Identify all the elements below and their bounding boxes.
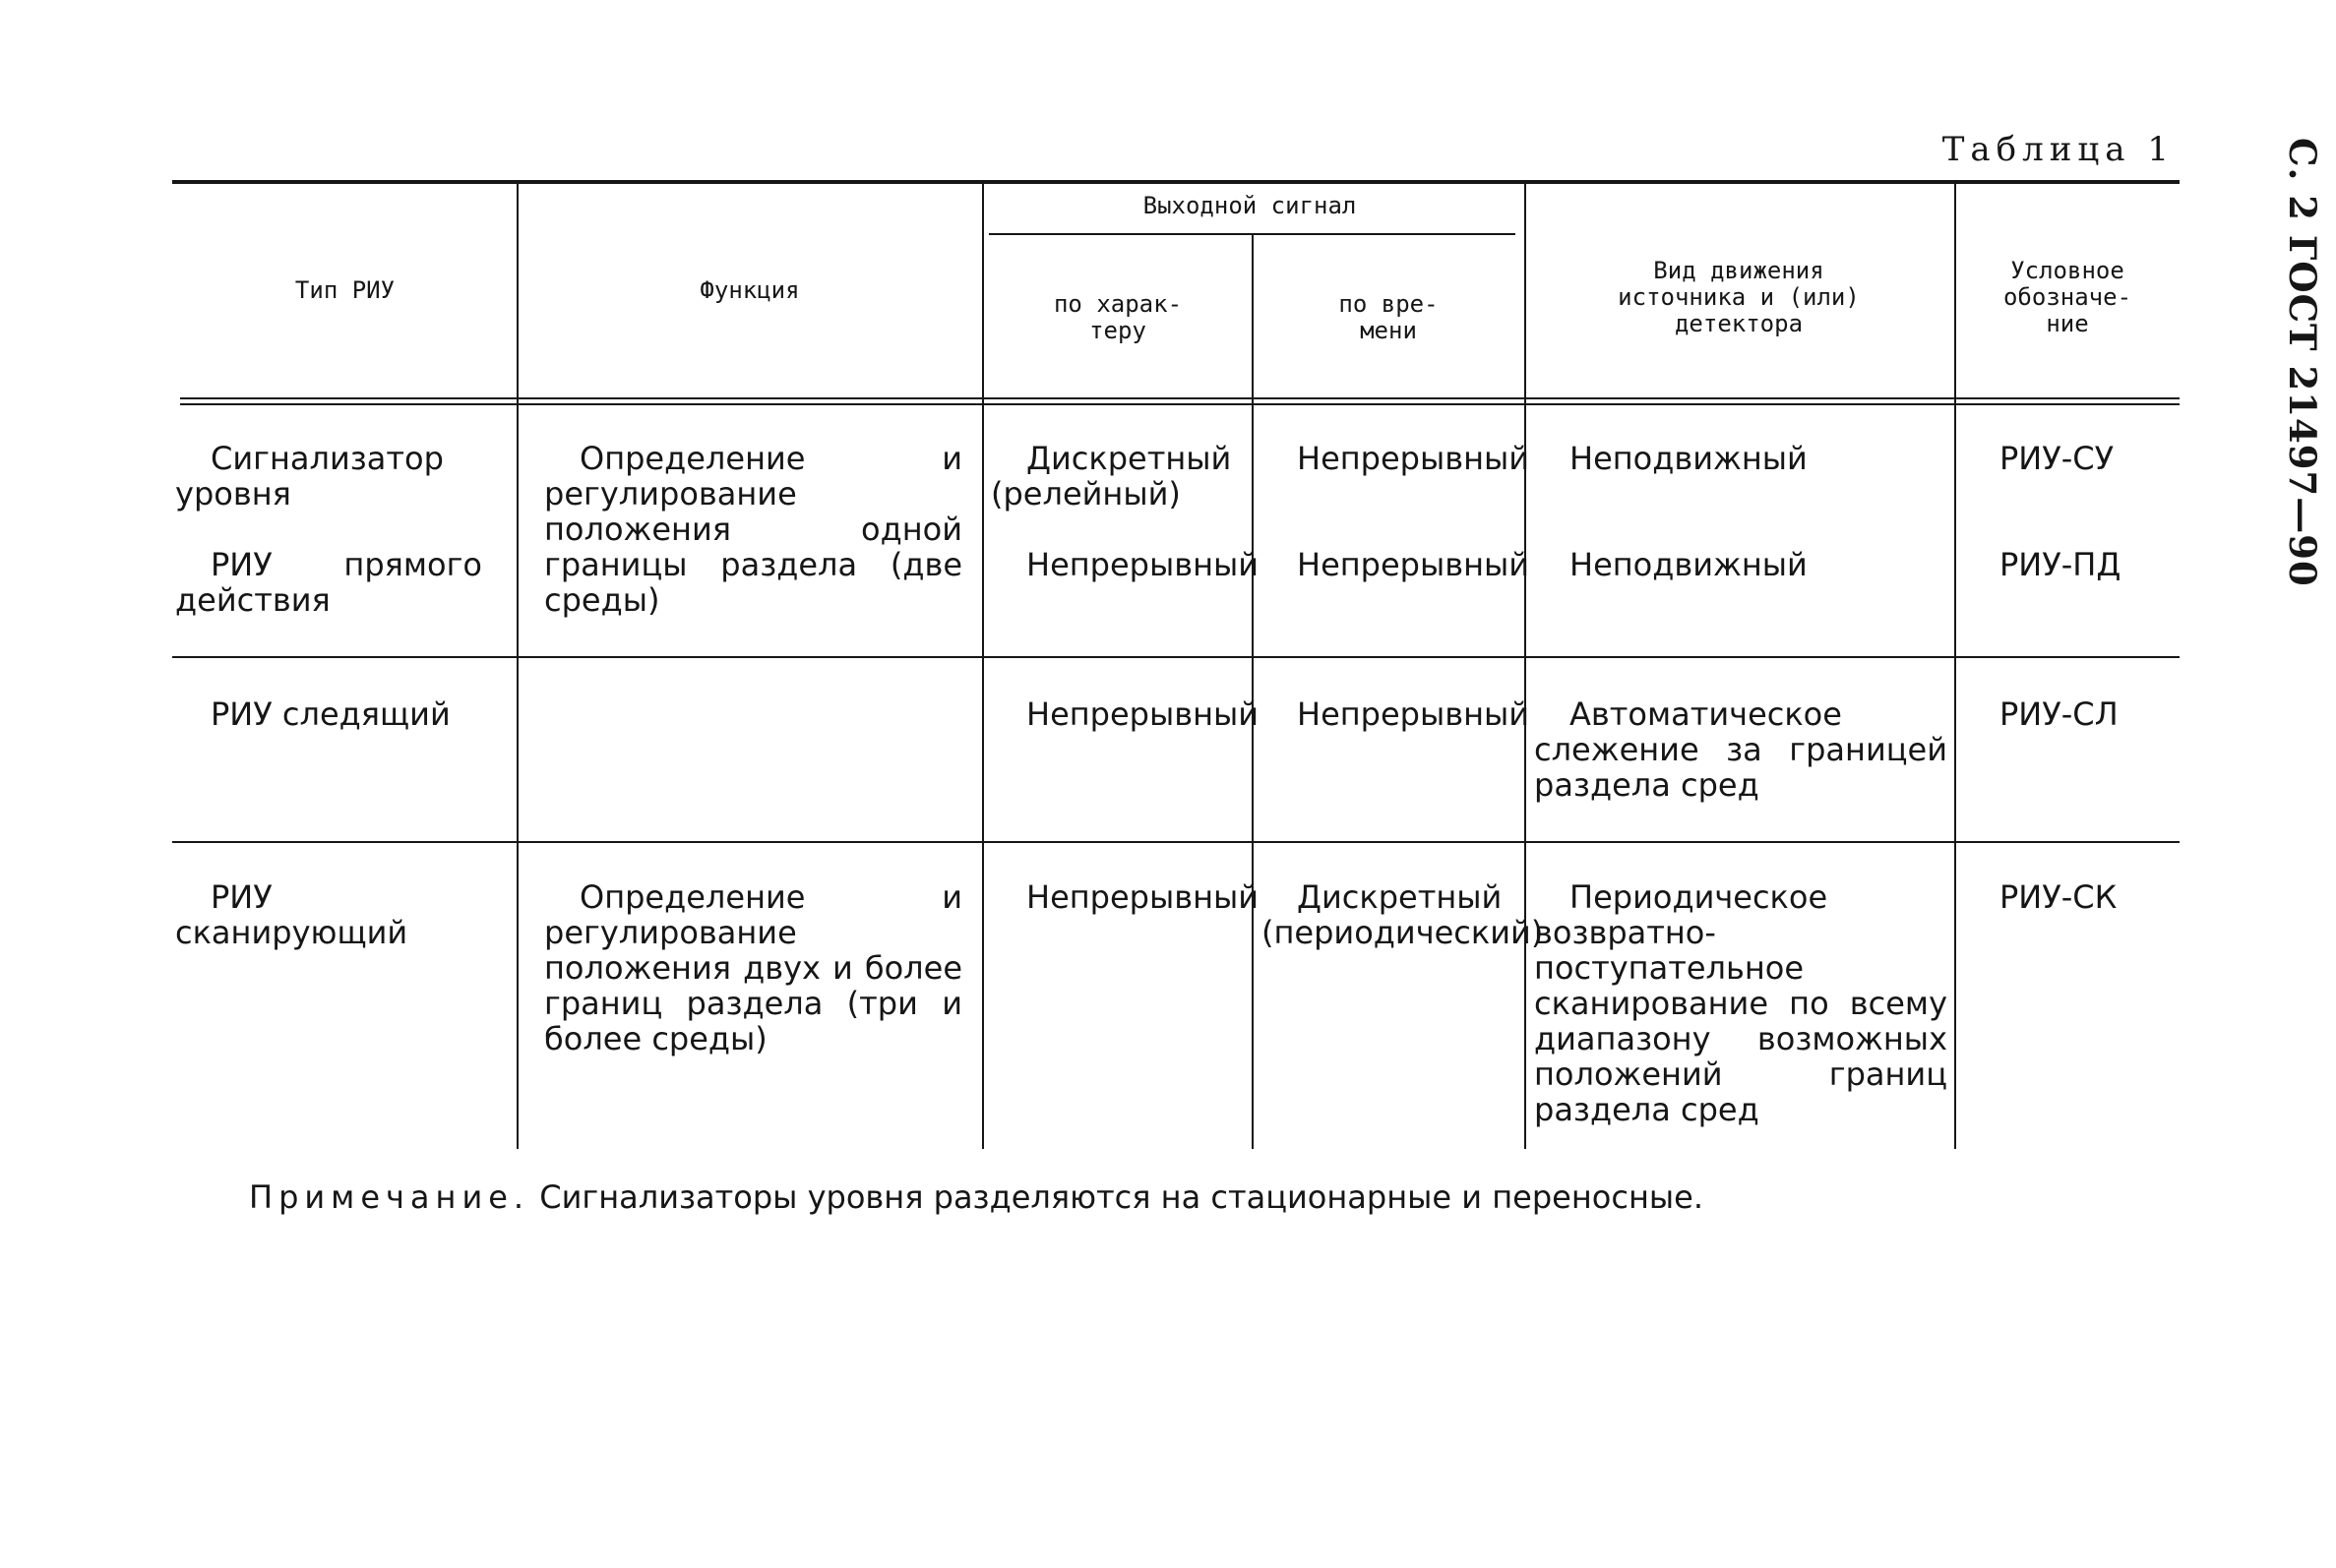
cell-designation: РИУ-ПД (1999, 546, 2121, 583)
column-rule-2 (982, 182, 984, 1149)
cell-character: Непрерывный (1026, 878, 1260, 916)
cell-time: Непрерывный (1297, 695, 1530, 733)
header-movement: Вид движения источника и (или) детектора (1618, 257, 1860, 337)
cell-designation: РИУ-СЛ (1999, 695, 2119, 733)
cell-movement: Периодическое возвратно-поступательное сканирование по всему диапазону возможных положений границ раздела сред (1534, 878, 1947, 1128)
cell-function: Определение и регулирование положения двух и более границ раздела (три и более среды) (544, 878, 962, 1057)
header-designation: Условное обозначе- ние (2002, 257, 2132, 337)
table-note (249, 1178, 1703, 1216)
column-rule-3 (1252, 233, 1254, 1149)
cell-type: РИУ следящий (211, 695, 451, 733)
header-output-signal: Выходной сигнал (1142, 192, 1357, 219)
header-rule-1 (180, 397, 2180, 399)
cell-time: Непрерывный (1297, 440, 1530, 477)
cell-movement: Неподвижный (1569, 546, 1808, 583)
cell-time: Непрерывный (1297, 546, 1530, 583)
page-side-header: С. 2 ГОСТ 21497—90 (2281, 138, 2324, 587)
cell-function: Определение и регулирование положения одной границы раздела (две среды) (544, 440, 962, 619)
header-function: Функция (700, 276, 800, 304)
column-rule-4 (1524, 182, 1526, 1149)
cell-type: РИУ сканирующий (175, 878, 408, 951)
note-label: Примечание. (249, 1178, 530, 1216)
cell-character: Дискретный (релейный) (991, 440, 1232, 513)
note-text: Сигнализаторы уровня разделяются на стационарные и переносные. (529, 1178, 1703, 1216)
table-caption: Таблица 1 (1941, 130, 2175, 169)
cell-type: РИУ прямого действия (175, 546, 482, 619)
row-rule-1 (172, 656, 2180, 658)
cell-time: Дискретный (периодический) (1261, 878, 1544, 951)
column-rule-1 (517, 182, 519, 1149)
row-rule-2 (172, 841, 2180, 843)
table-top-rule (172, 180, 2180, 184)
header-rule-2 (180, 403, 2180, 405)
cell-designation: РИУ-СУ (1999, 440, 2115, 477)
cell-type: Сигнализатор уровня (175, 440, 444, 513)
cell-character: Непрерывный (1026, 546, 1260, 583)
cell-movement: Автоматическое слежение за границей раздела сред (1534, 695, 1947, 804)
cell-character: Непрерывный (1026, 695, 1260, 733)
header-by-time: по вре- мени (1338, 290, 1439, 344)
header-by-character: по харак- теру (1053, 290, 1183, 344)
cell-movement: Неподвижный (1569, 440, 1808, 477)
cell-designation: РИУ-СК (1999, 878, 2118, 916)
header-type: Тип РИУ (294, 276, 396, 304)
